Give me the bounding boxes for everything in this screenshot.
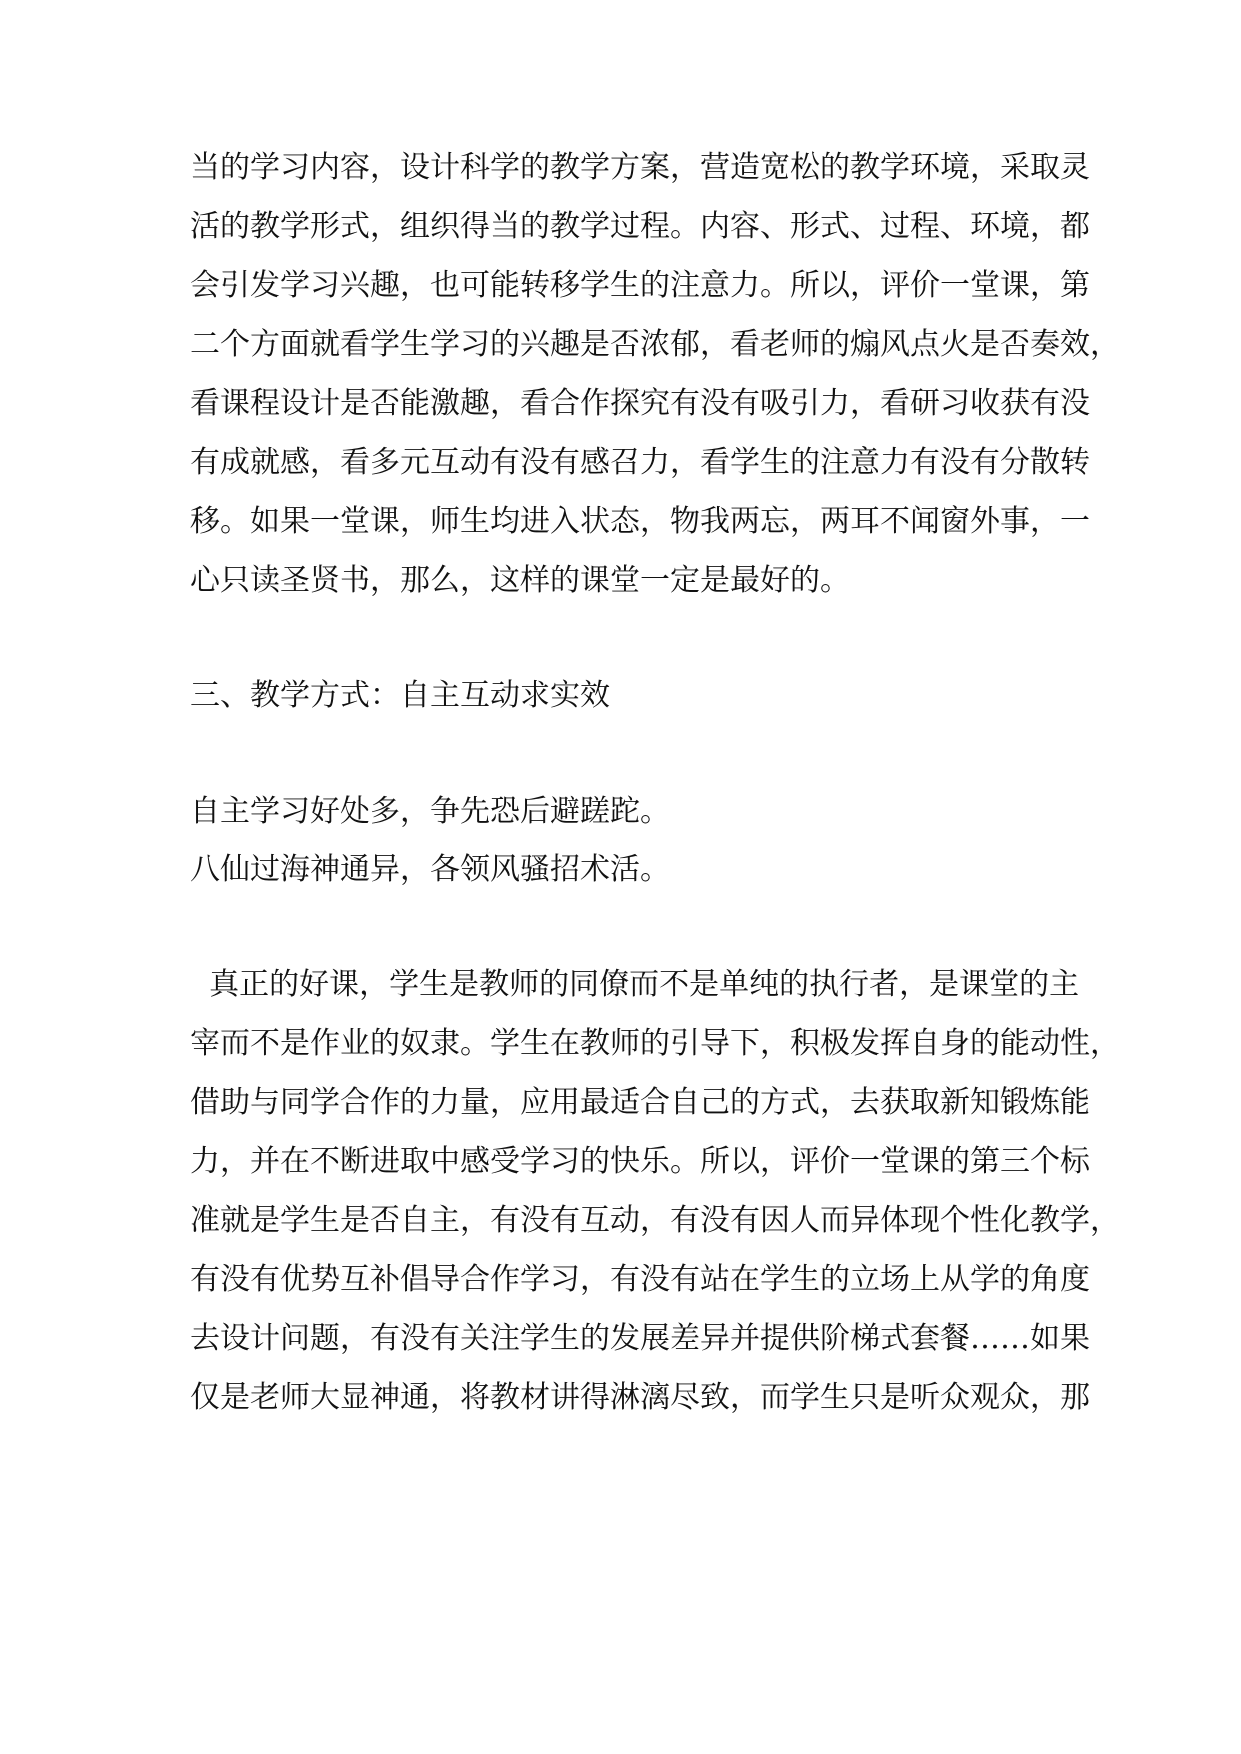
paragraph1-line-7: 移。如果一堂课，师生均进入状态，物我两忘，两耳不闻窗外事，一	[190, 504, 1090, 539]
paragraph1-line-6: 有成就感，看多元互动有没有感召力，看学生的注意力有没有分散转	[190, 445, 1090, 480]
paragraph2-line-4: 力，并在不断进取中感受学习的快乐。所以，评价一堂课的第三个标	[190, 1144, 1090, 1179]
section-heading: 三、教学方式：自主互动求实效	[190, 678, 610, 713]
paragraph1-line-8: 心只读圣贤书，那么，这样的课堂一定是最好的。	[190, 563, 850, 598]
paragraph2-line-5: 准就是学生是否自主，有没有互动，有没有因人而异体现个性化教学，	[190, 1203, 1120, 1238]
poem-line-1: 自主学习好处多，争先恐后避蹉跎。	[190, 794, 670, 829]
paragraph1-line-1: 当的学习内容，设计科学的教学方案，营造宽松的教学环境，采取灵	[190, 150, 1090, 185]
paragraph2-line-8: 仅是老师大显神通，将教材讲得淋漓尽致，而学生只是听众观众，那	[190, 1380, 1090, 1415]
paragraph2-line-1: 真正的好课，学生是教师的同僚而不是单纯的执行者，是课堂的主	[190, 967, 1080, 1002]
paragraph2-line-6: 有没有优势互补倡导合作学习，有没有站在学生的立场上从学的角度	[190, 1262, 1090, 1297]
paragraph2-line-7: 去设计问题，有没有关注学生的发展差异并提供阶梯式套餐……如果	[190, 1321, 1090, 1356]
paragraph2-line-2: 宰而不是作业的奴隶。学生在教师的引导下，积极发挥自身的能动性，	[190, 1026, 1120, 1061]
paragraph1-line-5: 看课程设计是否能激趣，看合作探究有没有吸引力，看研习收获有没	[190, 386, 1090, 421]
poem-line-2: 八仙过海神通异，各领风骚招术活。	[190, 852, 670, 887]
paragraph1-line-4: 二个方面就看学生学习的兴趣是否浓郁，看老师的煽风点火是否奏效，	[190, 327, 1120, 362]
paragraph1-line-3: 会引发学习兴趣，也可能转移学生的注意力。所以，评价一堂课，第	[190, 268, 1090, 303]
paragraph1-line-2: 活的教学形式，组织得当的教学过程。内容、形式、过程、环境，都	[190, 209, 1090, 244]
paragraph2-line-3: 借助与同学合作的力量，应用最适合自己的方式，去获取新知锻炼能	[190, 1085, 1090, 1120]
